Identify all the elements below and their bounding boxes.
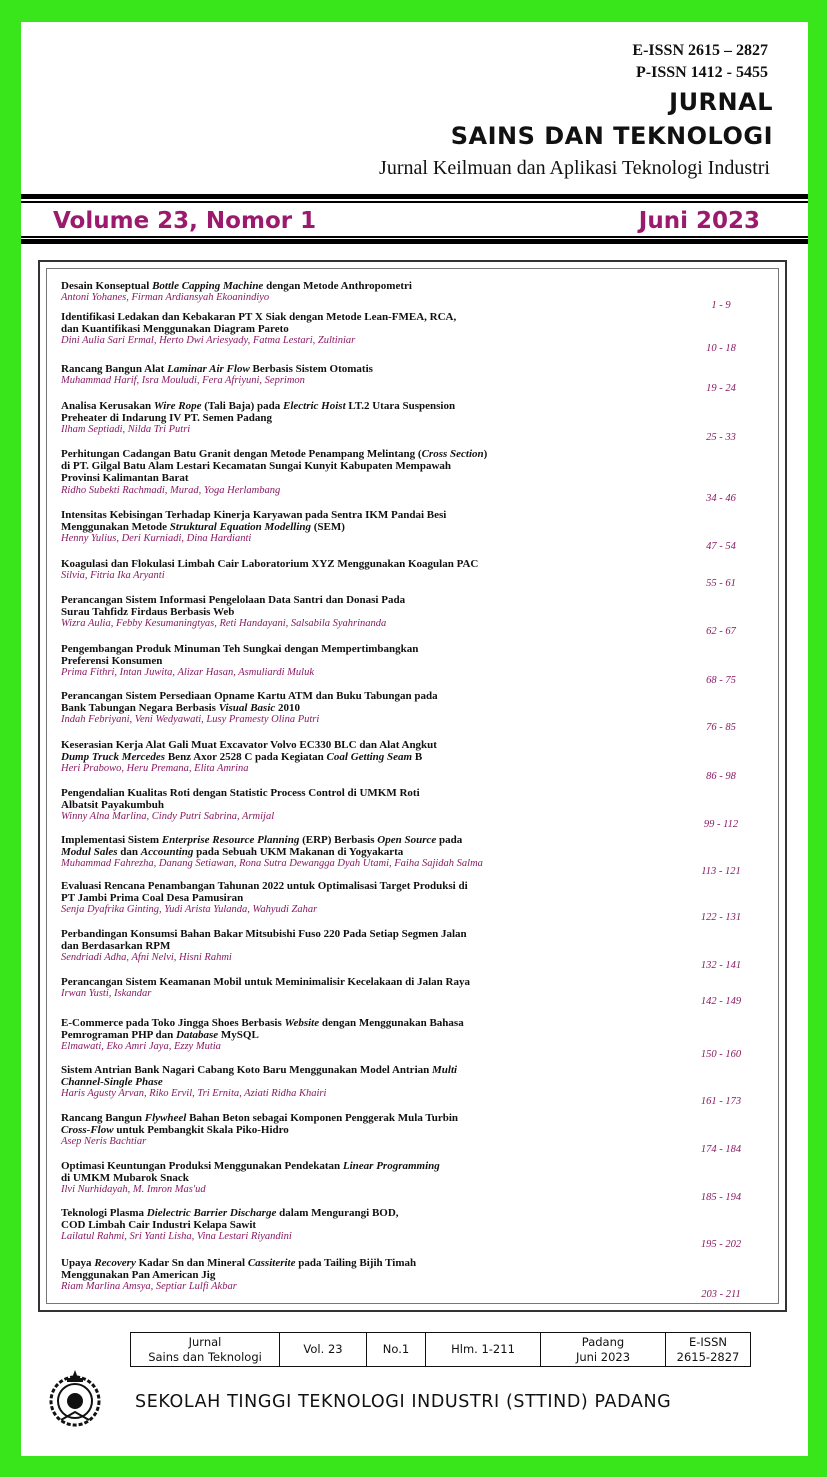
article-entry [61, 509, 781, 552]
article-entry [61, 558, 781, 589]
eissn: E-ISSN 2615 – 2827 [632, 42, 768, 59]
article-title: Identifikasi Ledakan dan Kebakaran PT X Siak dengan Metode Lean-FMEA, RCA, dan Kuantifikasi Menggunakan Diagram Pareto [61, 311, 457, 336]
issue-info-table [130, 1332, 751, 1367]
article-pages: 113 - 121 [701, 866, 741, 877]
article-pages: 47 - 54 [706, 541, 736, 552]
article-authors: Senja Dyafrika Ginting, Yudi Arista Yulanda, Wahyudi Zahar [61, 904, 318, 916]
article-entry [61, 311, 781, 354]
article-authors: Antoni Yohanes, Firman Ardiansyah Ekoanindiyo [61, 292, 270, 304]
article-title: Desain Konseptual Bottle Capping Machine dengan Metode Anthropometri [61, 280, 412, 292]
header-rule-bottom [21, 239, 808, 244]
article-title: Sistem Antrian Bank Nagari Cabang Koto Baru Menggunakan Model Antrian Multi Channel-Single Phase [61, 1064, 458, 1089]
article-authors: Sendriadi Adha, Afni Nelvi, Hisni Rahmi [61, 952, 232, 964]
date: Juni 2023 [575, 1349, 631, 1364]
journal-title-line2: SAINS DAN TEKNOLOGI [450, 122, 773, 150]
article-entry [61, 280, 781, 311]
volume-number: Volume 23, Nomor 1 [53, 208, 317, 234]
article-pages: 174 - 184 [700, 1144, 742, 1155]
header-rule-top-thin [21, 201, 808, 203]
article-authors: Ridho Subekti Rachmadi, Murad, Yoga Herlambang [61, 484, 281, 496]
table-of-contents [38, 260, 787, 1312]
volume-cell: Vol. 23 [280, 1333, 367, 1367]
article-title: Evaluasi Rencana Penambangan Tahunan 2022 untuk Optimalisasi Target Produksi di PT Jambi Prima Coal Desa Pamusiran [61, 880, 468, 905]
article-title: Perancangan Sistem Persediaan Opname Kartu ATM dan Buku Tabungan pada Bank Tabungan Negara Berbasis Visual Basic 2010 [61, 690, 438, 715]
article-title: Upaya Recovery Kadar Sn dan Mineral Cassiterite pada Tailing Bijih Timah Menggunakan Pan American Jig [61, 1257, 417, 1282]
article-authors: Haris Agusty Arvan, Riko Ervil, Tri Ernita, Aziati Ridha Khairi [61, 1088, 327, 1100]
article-pages: 142 - 149 [700, 996, 742, 1007]
issue-date: Juni 2023 [638, 208, 760, 234]
article-pages: 76 - 85 [706, 722, 736, 733]
article-entry [61, 1064, 781, 1107]
article-entry [61, 739, 781, 782]
article-pages: 86 - 98 [706, 771, 736, 782]
article-authors: Muhammad Fahrezha, Danang Setiawan, Rona Sutra Dewangga Dyah Utami, Faiha Sajidah Salma [61, 858, 483, 870]
article-entry [61, 1207, 781, 1250]
article-pages: 132 - 141 [700, 960, 742, 971]
article-entry [61, 976, 781, 1007]
article-authors: Winny Alna Marlina, Cindy Putri Sabrina, Armijal [61, 811, 275, 823]
article-title: Koagulasi dan Flokulasi Limbah Cair Laboratorium XYZ Menggunakan Koagulan PAC [61, 558, 479, 570]
article-pages: 195 - 202 [700, 1239, 742, 1250]
pissn: P-ISSN 1412 - 5455 [635, 64, 768, 81]
article-pages: 122 - 131 [700, 912, 742, 923]
journal-cover [21, 22, 808, 1456]
article-title: Analisa Kerusakan Wire Rope (Tali Baja) pada Electric Hoist LT.2 Utara Suspension Preheater di Indarung IV PT. Semen Padang [61, 400, 456, 425]
sttind-logo-icon [47, 1368, 103, 1428]
article-entry [61, 400, 781, 443]
institution-name: SEKOLAH TINGGI TEKNOLOGI INDUSTRI (STTIND) PADANG [135, 1392, 672, 1412]
article-entry [61, 880, 781, 923]
article-entry [61, 690, 781, 733]
header-rule-bottom-thin [21, 236, 808, 238]
article-title: Rancang Bangun Flywheel Bahan Beton sebagai Komponen Penggerak Mula Turbin Cross-Flow untuk Pembangkit Skala Piko-Hidro [61, 1112, 459, 1137]
article-title: Optimasi Keuntungan Produksi Menggunakan Pendekatan Linear Programming di UMKM Mubarok Snack [61, 1160, 440, 1185]
article-title: Teknologi Plasma Dielectric Barrier Discharge dalam Mengurangi BOD, COD Limbah Cair Industri Kelapa Sawit [61, 1207, 399, 1232]
eissn-number: 2615-2827 [676, 1349, 740, 1364]
journal-name-cell [131, 1333, 280, 1367]
article-entry [61, 448, 781, 504]
article-authors: Lailatul Rahmi, Sri Yanti Lisha, Vina Lestari Riyandini [61, 1231, 292, 1243]
article-title: Pengendalian Kualitas Roti dengan Statistic Process Control di UMKM Roti Albatsit Payakumbuh [61, 787, 420, 812]
journal-name-line2: Sains dan Teknologi [148, 1349, 262, 1364]
journal-title-line1: JURNAL [669, 88, 773, 116]
article-title: Perancangan Sistem Keamanan Mobil untuk Meminimalisir Kecelakaan di Jalan Raya [61, 976, 470, 988]
article-pages: 55 - 61 [706, 578, 736, 589]
article-title: Implementasi Sistem Enterprise Resource Planning (ERP) Berbasis Open Source pada Modul Sales dan Accounting pada Sebuah UKM Makanan di Yogyakarta [61, 834, 463, 859]
article-title: Perancangan Sistem Informasi Pengelolaan Data Santri dan Donasi Pada Surau Tahfidz Firdaus Berbasis Web [61, 594, 406, 619]
article-entry [61, 1112, 781, 1155]
article-entry [61, 643, 781, 686]
article-entry [61, 928, 781, 971]
article-authors: Ilvi Nurhidayah, M. Imron Mas'ud [61, 1184, 206, 1196]
article-title: Perhitungan Cadangan Batu Granit dengan Metode Penampang Melintang (Cross Section) di PT. Gilgal Batu Alam Lestari Kecamatan Sungai Kunyit Kabupaten Mempawah Provinsi Kalimantan Barat [61, 448, 488, 485]
article-pages: 161 - 173 [700, 1096, 742, 1107]
article-authors: Dini Aulia Sari Ermal, Herto Dwi Ariesyady, Fatma Lestari, Zultiniar [61, 335, 356, 347]
place-date-cell [541, 1333, 666, 1367]
article-title: E-Commerce pada Toko Jingga Shoes Berbasis Website dengan Menggunakan Bahasa Pemrograman PHP dan Database MySQL [61, 1017, 464, 1042]
article-pages: 1 - 9 [711, 300, 731, 311]
article-authors: Riam Marlina Amsya, Septiar Lulfi Akbar [61, 1281, 237, 1293]
article-authors: Elmawati, Eko Amri Jaya, Ezzy Mutia [61, 1041, 221, 1053]
article-pages: 62 - 67 [706, 626, 736, 637]
place: Padang [581, 1334, 625, 1349]
article-entry [61, 1017, 781, 1060]
journal-subtitle: Jurnal Keilmuan dan Aplikasi Teknologi Industri [379, 157, 770, 179]
article-title: Intensitas Kebisingan Terhadap Kinerja Karyawan pada Sentra IKM Pandai Besi Menggunakan Metode Struktural Equation Modelling (SEM) [61, 509, 447, 534]
article-authors: Ilham Septiadi, Nilda Tri Putri [61, 424, 191, 436]
article-authors: Muhammad Harif, Isra Mouludi, Fera Afriyuni, Seprimon [61, 375, 305, 387]
eissn-label: E-ISSN [688, 1334, 727, 1349]
article-authors: Wizra Aulia, Febby Kesumaningtyas, Reti Handayani, Salsabila Syahrinanda [61, 618, 387, 630]
article-pages: 185 - 194 [700, 1192, 742, 1203]
journal-name-line1: Jurnal [188, 1334, 222, 1349]
pages-cell: Hlm. 1-211 [426, 1333, 541, 1367]
article-entry [61, 1160, 781, 1203]
article-authors: Irwan Yusti, Iskandar [61, 988, 152, 1000]
article-pages: 68 - 75 [706, 675, 736, 686]
article-authors: Asep Neris Bachtiar [61, 1136, 147, 1148]
article-authors: Prima Fithri, Intan Juwita, Alizar Hasan, Asmuliardi Muluk [61, 667, 314, 679]
header-rule-top [21, 194, 808, 199]
article-pages: 99 - 112 [703, 819, 739, 830]
article-authors: Henny Yulius, Deri Kurniadi, Dina Hardianti [61, 533, 252, 545]
article-entry [61, 787, 781, 830]
article-authors: Heri Prabowo, Heru Premana, Elita Amrina [61, 763, 249, 775]
article-pages: 19 - 24 [706, 383, 736, 394]
article-title: Rancang Bangun Alat Laminar Air Flow Berbasis Sistem Otomatis [61, 363, 373, 375]
article-entry [61, 594, 781, 637]
article-pages: 10 - 18 [706, 343, 736, 354]
article-entry [61, 1257, 781, 1300]
article-title: Perbandingan Konsumsi Bahan Bakar Mitsubishi Fuso 220 Pada Setiap Segmen Jalan dan Berdasarkan RPM [61, 928, 467, 953]
article-pages: 34 - 46 [706, 493, 736, 504]
article-authors: Silvia, Fitria Ika Aryanti [61, 570, 165, 582]
article-entry [61, 363, 781, 394]
article-pages: 203 - 211 [701, 1289, 741, 1300]
number-cell: No.1 [367, 1333, 426, 1367]
article-entry [61, 834, 781, 877]
article-authors: Indah Febriyani, Veni Wedyawati, Lusy Pramesty Olina Putri [61, 714, 320, 726]
article-pages: 25 - 33 [706, 432, 736, 443]
eissn-cell [666, 1333, 751, 1367]
article-pages: 150 - 160 [700, 1049, 742, 1060]
article-title: Pengembangan Produk Minuman Teh Sungkai dengan Mempertimbangkan Preferensi Konsumen [61, 643, 419, 668]
article-title: Keserasian Kerja Alat Gali Muat Excavator Volvo EC330 BLC dan Alat Angkut Dump Truck Mercedes Benz Axor 2528 C pada Kegiatan Coal Getting Seam B [61, 739, 437, 764]
